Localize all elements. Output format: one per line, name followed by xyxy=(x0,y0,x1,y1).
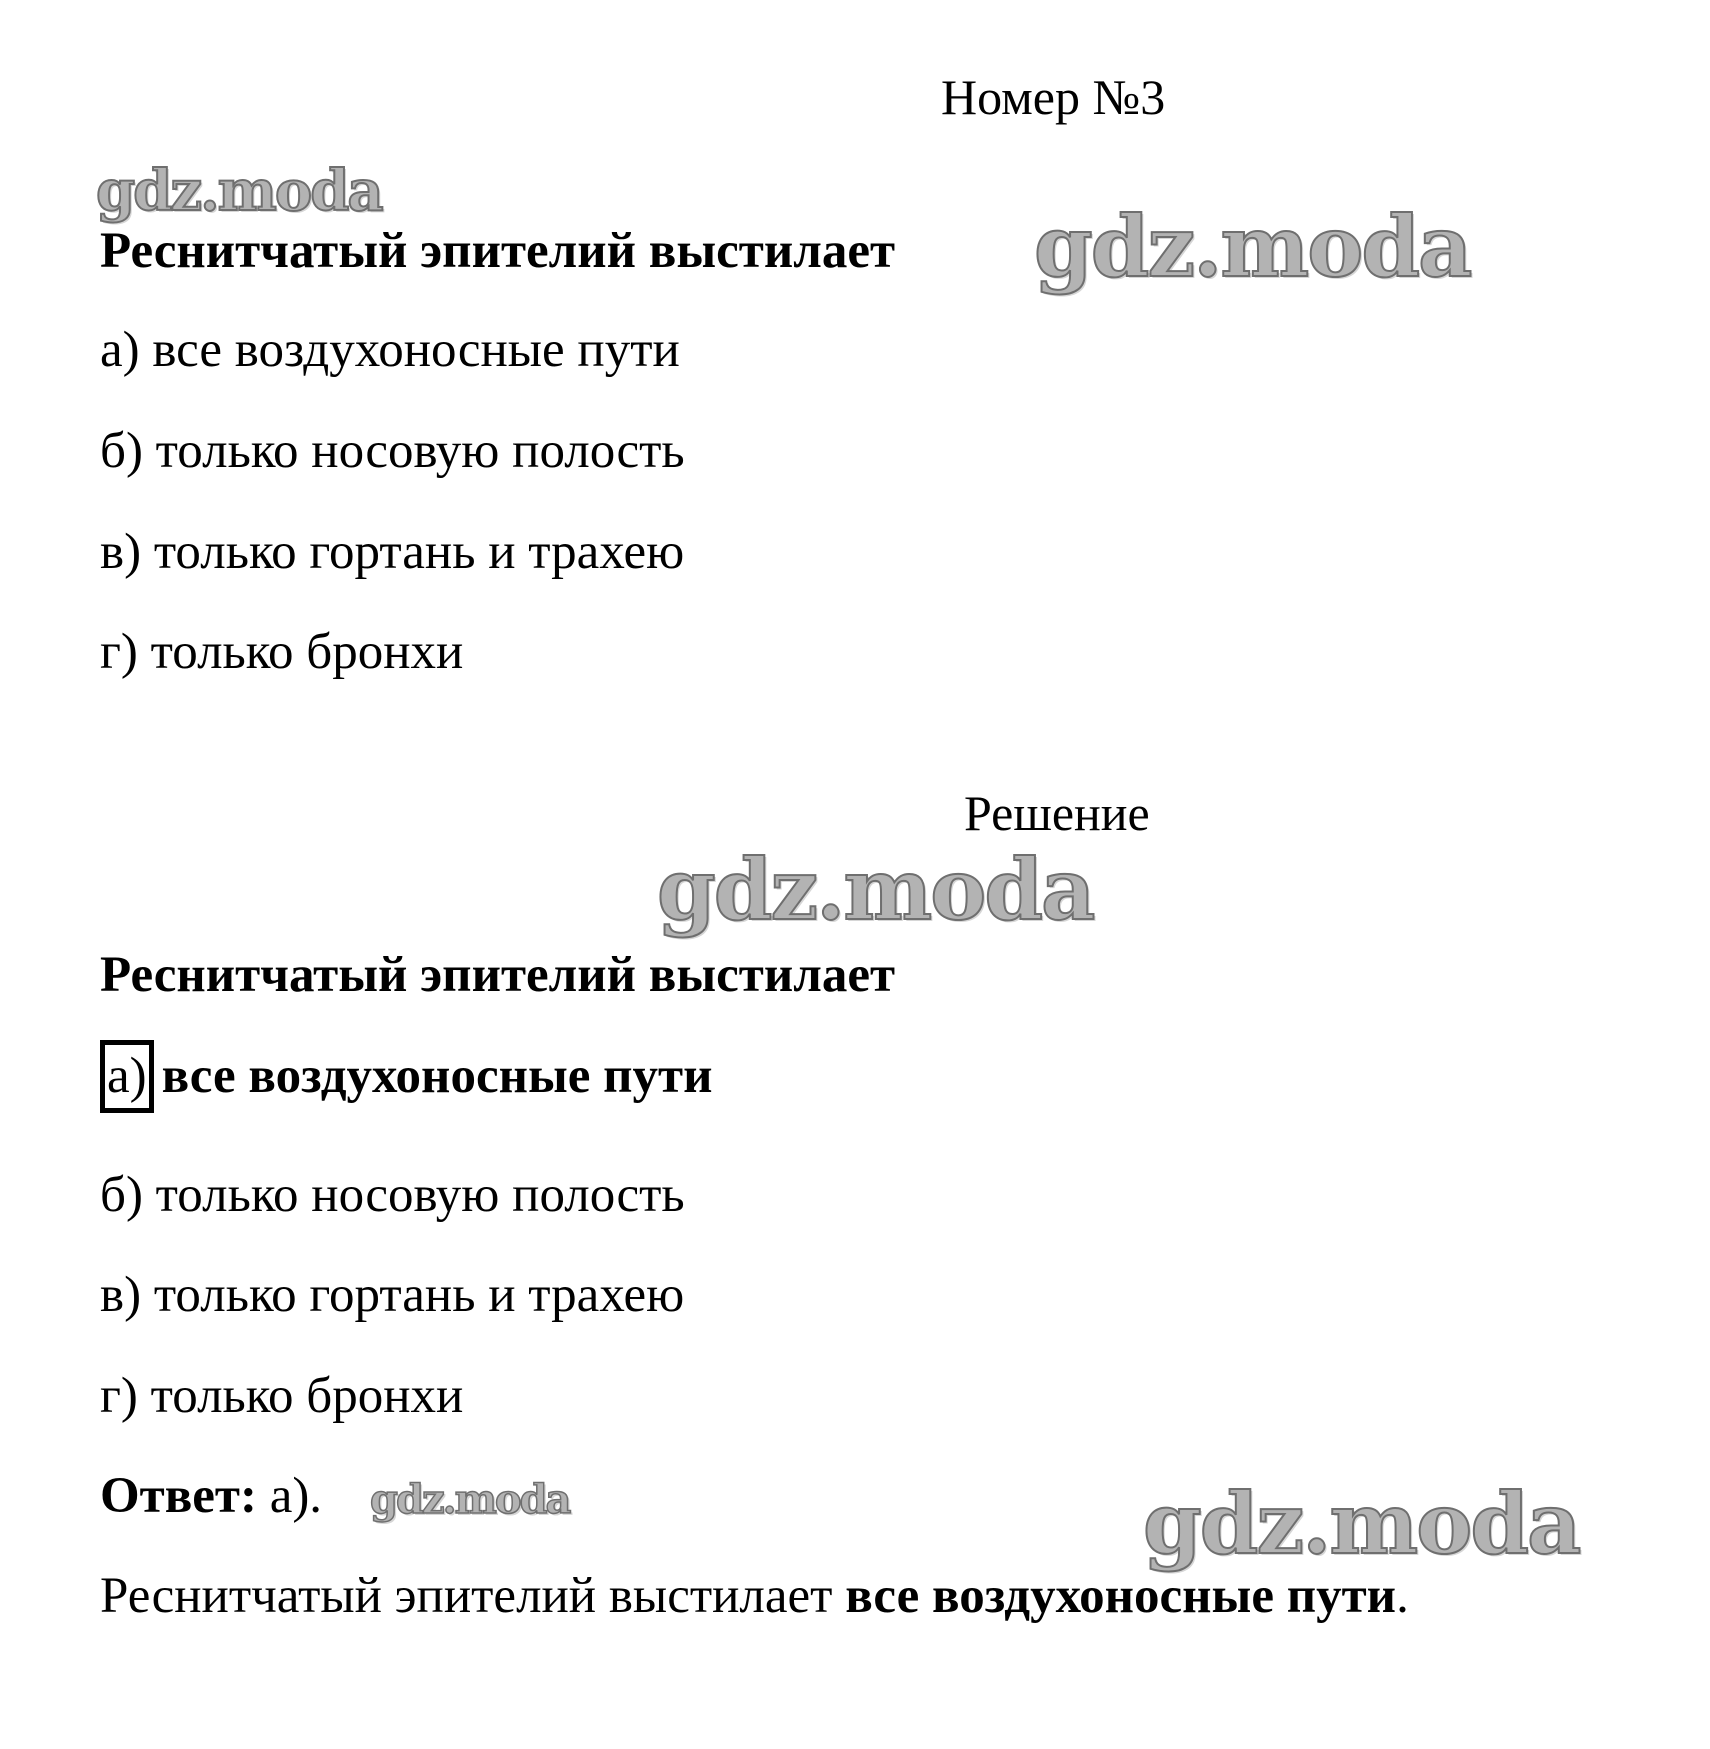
question-option-c: в) только гортань и трахею xyxy=(100,524,685,580)
explanation-bold: все воздухоносные пути xyxy=(845,1568,1397,1624)
watermark-3: gdz.moda xyxy=(657,840,1094,939)
watermark-2: gdz.moda xyxy=(1034,197,1471,296)
explanation-prefix: Реснитчатый эпителий выстилает xyxy=(100,1568,846,1624)
answer-value: а). xyxy=(269,1468,323,1524)
question-option-d: г) только бронхи xyxy=(100,624,464,680)
solution-option-c: в) только гортань и трахею xyxy=(100,1267,685,1323)
solution-correct-option xyxy=(100,1040,713,1113)
watermark-5: gdz.moda xyxy=(1143,1474,1580,1573)
answer-line xyxy=(100,1468,323,1524)
solution-option-d: г) только бронхи xyxy=(100,1368,464,1424)
solution-option-b: б) только носовую полость xyxy=(100,1167,685,1223)
page-title: Номер №3 xyxy=(941,69,1166,125)
question-option-b: б) только носовую полость xyxy=(100,423,685,479)
solution-question-text: Реснитчатый эпителий выстилает xyxy=(100,947,896,1003)
watermark-4: gdz.moda xyxy=(370,1476,570,1523)
correct-letter-box: а) xyxy=(100,1040,154,1113)
explanation-suffix: . xyxy=(1396,1568,1409,1624)
correct-option-text: все воздухоносные пути xyxy=(161,1048,713,1104)
explanation-line xyxy=(100,1568,1409,1624)
question-text: Реснитчатый эпителий выстилает xyxy=(100,223,896,279)
watermark-1: gdz.moda xyxy=(96,158,382,224)
question-option-a: а) все воздухоносные пути xyxy=(100,322,680,378)
answer-label: Ответ: xyxy=(100,1468,257,1524)
solution-heading: Решение xyxy=(964,785,1150,841)
